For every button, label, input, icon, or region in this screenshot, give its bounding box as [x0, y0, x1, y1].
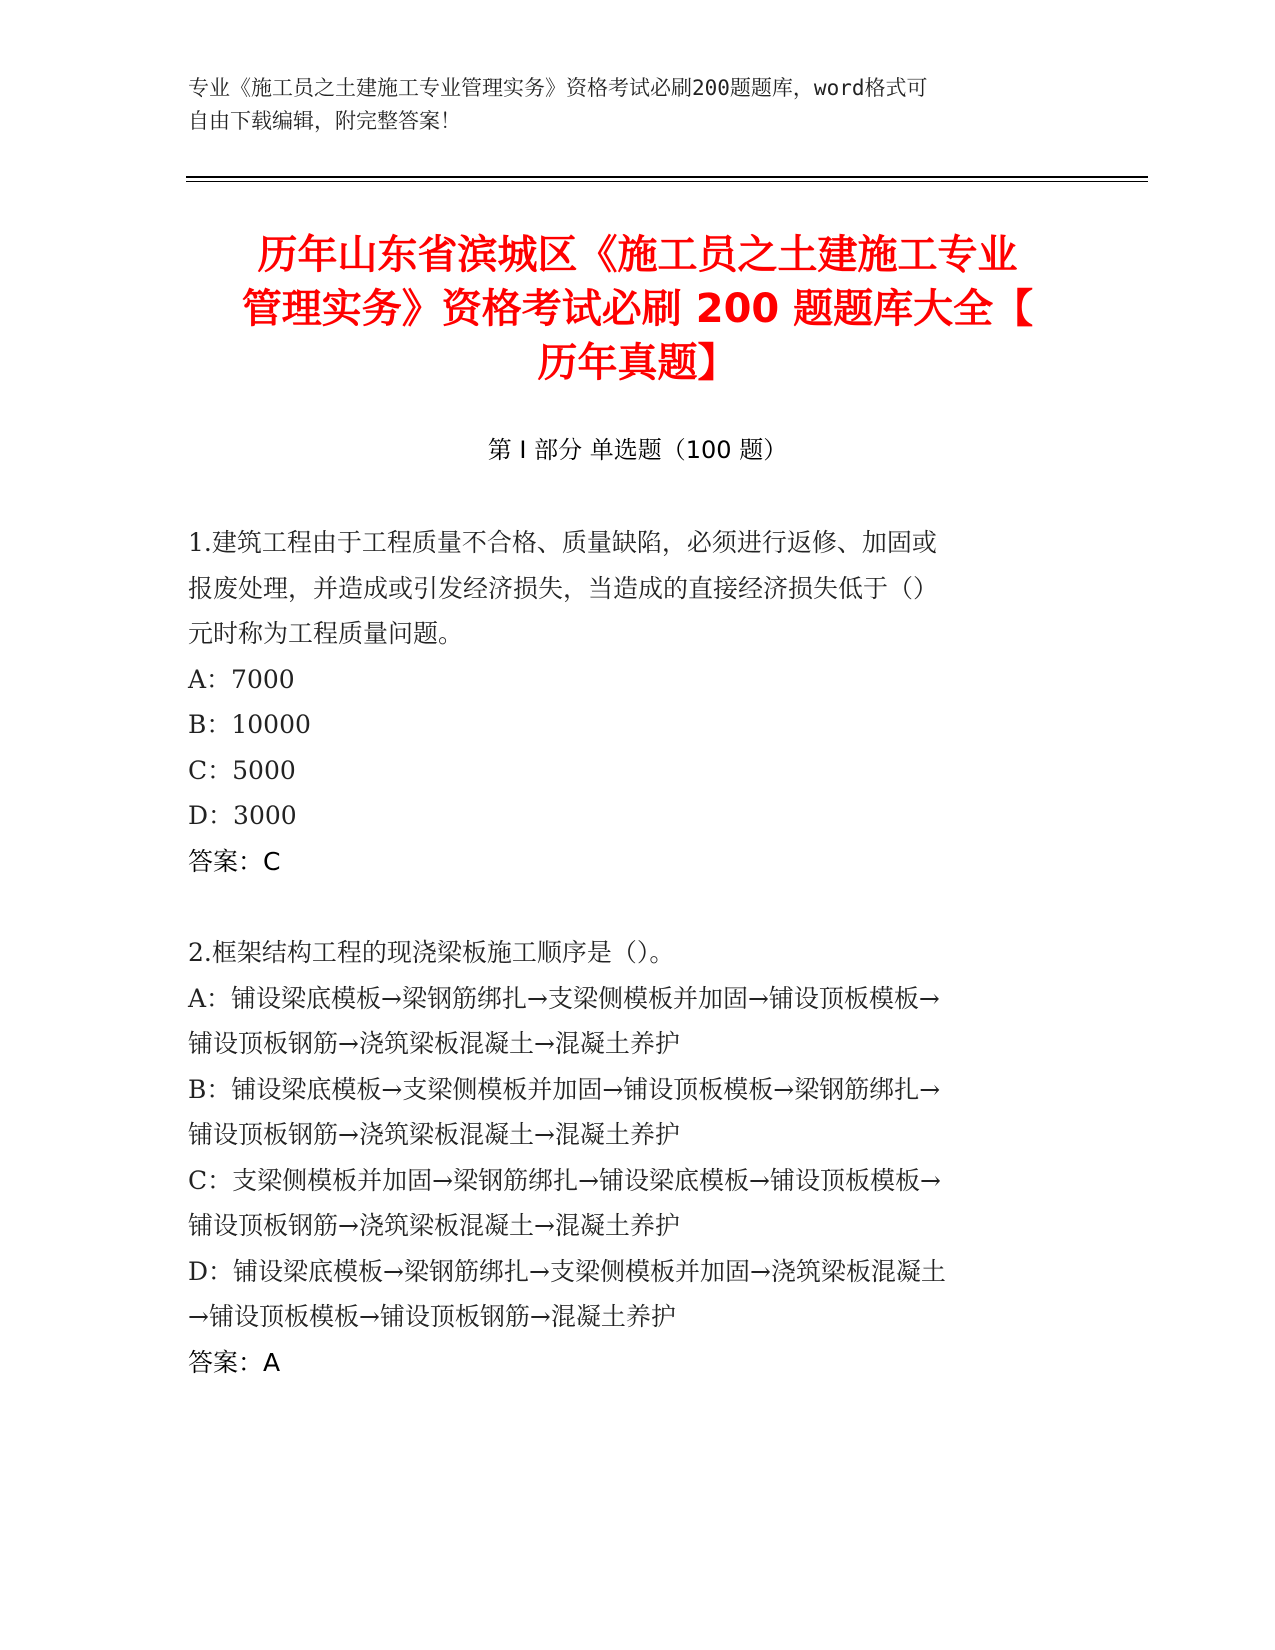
option-d-line: D：铺设梁底模板→梁钢筋绑扎→支梁侧模板并加固→浇筑梁板混凝土 — [188, 1256, 946, 1286]
option-a-line: 铺设顶板钢筋→浇筑梁板混凝土→混凝土养护 — [188, 1029, 680, 1058]
option-c-line: 铺设顶板钢筋→浇筑梁板混凝土→混凝土养护 — [188, 1211, 680, 1240]
header-note-line: 自由下载编辑，附完整答案！ — [188, 109, 461, 133]
option-a: A：7000 — [188, 664, 295, 694]
section-heading: 第 I 部分 单选题（100 题） — [487, 436, 788, 464]
option-c: C：5000 — [188, 755, 296, 785]
question-stem-line: 元时称为工程质量问题。 — [188, 619, 464, 648]
answer-key: 答案：A — [188, 1347, 281, 1377]
question-stem-line: 1.建筑工程由于工程质量不合格、质量缺陷，必须进行返修、加固或 — [188, 528, 937, 557]
option-a-line: A：铺设梁底模板→梁钢筋绑扎→支梁侧模板并加固→铺设顶板模板→ — [188, 983, 940, 1013]
title-line: 管理实务》资格考试必刷 200 题题库大全【 — [241, 286, 1034, 332]
header-note-line: 专业《施工员之土建施工专业管理实务》资格考试必刷200题题库，word格式可 — [188, 76, 928, 100]
header-divider-thin — [186, 181, 1148, 182]
question-stem-line: 报废处理，并造成或引发经济损失，当造成的直接经济损失低于（） — [188, 573, 939, 603]
header-divider-thick — [186, 176, 1148, 178]
answer-key: 答案：C — [188, 846, 281, 876]
title-line: 历年山东省滨城区《施工员之土建施工专业 — [257, 232, 1018, 278]
question-stem-line: 2.框架结构工程的现浇梁板施工顺序是（）。 — [188, 938, 675, 967]
option-b: B：10000 — [188, 710, 311, 739]
title-line: 历年真题】 — [537, 340, 738, 386]
header-note — [188, 72, 1068, 138]
option-d: D：3000 — [188, 801, 297, 830]
option-d-line: →铺设顶板模板→铺设顶板钢筋→混凝土养护 — [188, 1302, 676, 1331]
document-title — [160, 228, 1115, 390]
question-2 — [188, 930, 1088, 1385]
option-c-line: C：支梁侧模板并加固→梁钢筋绑扎→铺设梁底模板→铺设顶板模板→ — [188, 1165, 941, 1195]
option-b-line: 铺设顶板钢筋→浇筑梁板混凝土→混凝土养护 — [188, 1120, 680, 1149]
question-1 — [188, 520, 1088, 884]
option-b-line: B：铺设梁底模板→支梁侧模板并加固→铺设顶板模板→梁钢筋绑扎→ — [188, 1074, 941, 1104]
